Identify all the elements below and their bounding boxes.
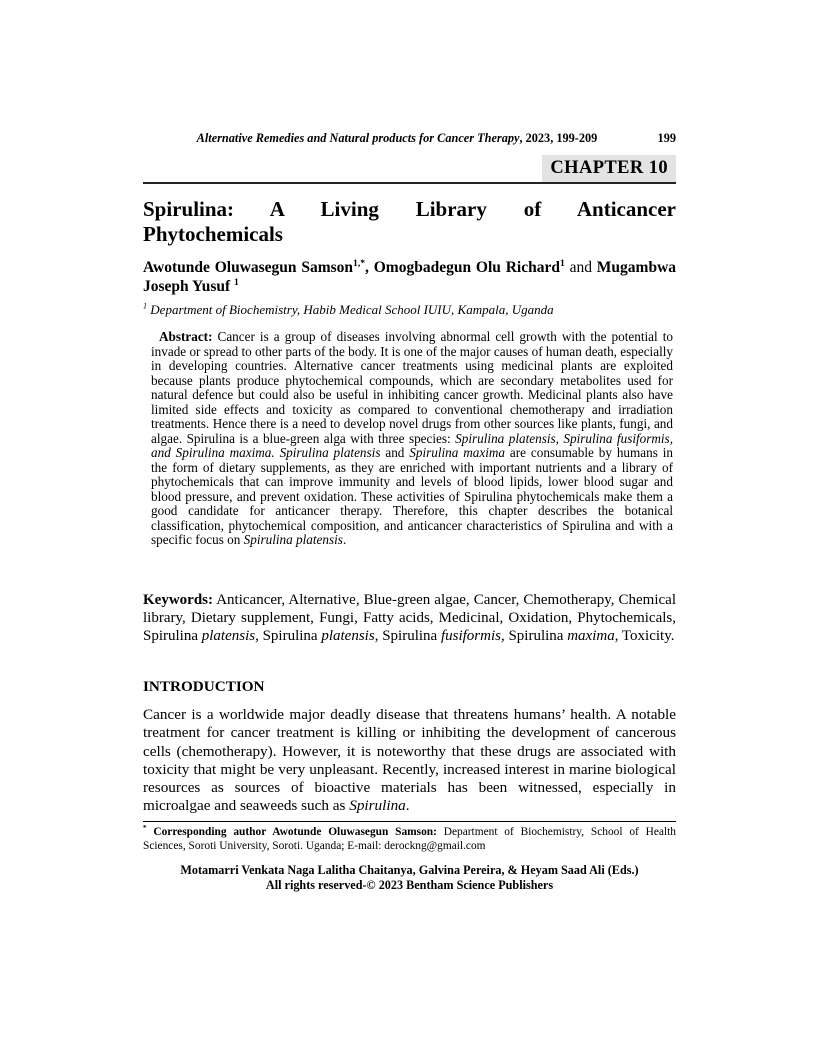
- introduction-heading: INTRODUCTION: [143, 678, 265, 695]
- affiliation-line: $^1$ Department of Biochemistry, Habib Medical School IUIU, Kampala, Uganda: [143, 301, 554, 317]
- chapter-title-line2: Phytochemicals: [143, 221, 283, 246]
- chapter-label: CHAPTER 10: [542, 155, 676, 182]
- chapter-banner: [143, 155, 676, 182]
- introduction-paragraph: Cancer is a worldwide major deadly disease that threatens humans’ health. A notable treatment for cancer treatment is killing or inhibiting the development of cancerous cells (chemotherapy). However, it is noteworthy that these drugs are associated with toxicity that might be very unpleasant. Recently, increased interest in marine biological resources as sources of bioactive materials has been witnessed, especially in microalgae and seaweeds such as Spirulina.: [143, 706, 676, 815]
- page-number: 199: [657, 131, 676, 145]
- footnote-rule: [143, 821, 676, 822]
- authors-line: Awotunde Oluwasegun Samson$^{1,*}$, Omogbadegun Olu Richard$^1$ and Mugambwa Joseph Yusuf $^1$: [143, 257, 677, 295]
- running-title: Alternative Remedies and Natural products for Cancer Therapy, 2023, 199-209: [196, 131, 598, 145]
- rights-line: All rights reserved-© 2023 Bentham Science Publishers: [265, 878, 554, 892]
- publisher-footer: [143, 863, 691, 893]
- editors-line: Motamarri Venkata Naga Lalitha Chaitanya, Galvina Pereira, & Heyam Saad Ali (Eds.): [180, 863, 639, 877]
- keywords-paragraph: Keywords: Anticancer, Alternative, Blue-green algae, Cancer, Chemotherapy, Chemical library, Dietary supplement, Fungi, Fatty acids, Medicinal, Oxidation, Phytochemicals, Spirulina platensis, Spirulina platensis, Spirulina fusiformis, Spirulina maxima, Toxicity.: [143, 592, 676, 644]
- header-rule: [143, 182, 676, 184]
- chapter-title: [143, 197, 676, 246]
- abstract-paragraph: Abstract: Cancer is a group of diseases involving abnormal cell growth with the potential to invade or spread to other parts of the body. It is one of the major causes of human death, especially in developing countries. Alternative cancer treatments using medicinal plants are exploited because plants produce phytochemical compounds, which are secondary metabolites used for natural defence but could also be useful in inhibiting cancer growth. Medicinal plants also have limited side effects and toxicity as compared to conventional chemotherapy and irradiation treatments. Hence there is a need to develop novel drugs from other sources like plants, fungi, and algae. Spirulina is a blue-green alga with three species: Spirulina platensis, Spirulina fusiformis, and Spirulina maxima. Spirulina platensis and Spirulina maxima are consumable by humans in the form of dietary supplements, as they are enriched with important nutrients and a library of phytochemicals that can improve immunity and levels of blood lipids, lower blood sugar and blood pressure, and prevent oxidation. These activities of Spirulina phytochemicals make them a good candidate for anticancer therapy. Therefore, this chapter describes the botanical classification, phytochemical composition, and anticancer characteristics of Spirulina and with a specific focus on Spirulina platensis.: [151, 329, 673, 547]
- corresponding-author-footnote: * Corresponding author Awotunde Oluwasegun Samson: Department of Biochemistry, School of Health Sciences, Soroti University, Soroti. Uganda; E-mail: derockng@gmail.com: [143, 824, 676, 852]
- chapter-title-line1: Spirulina: A Living Library of Anticancer: [143, 197, 676, 221]
- running-header: [143, 131, 676, 146]
